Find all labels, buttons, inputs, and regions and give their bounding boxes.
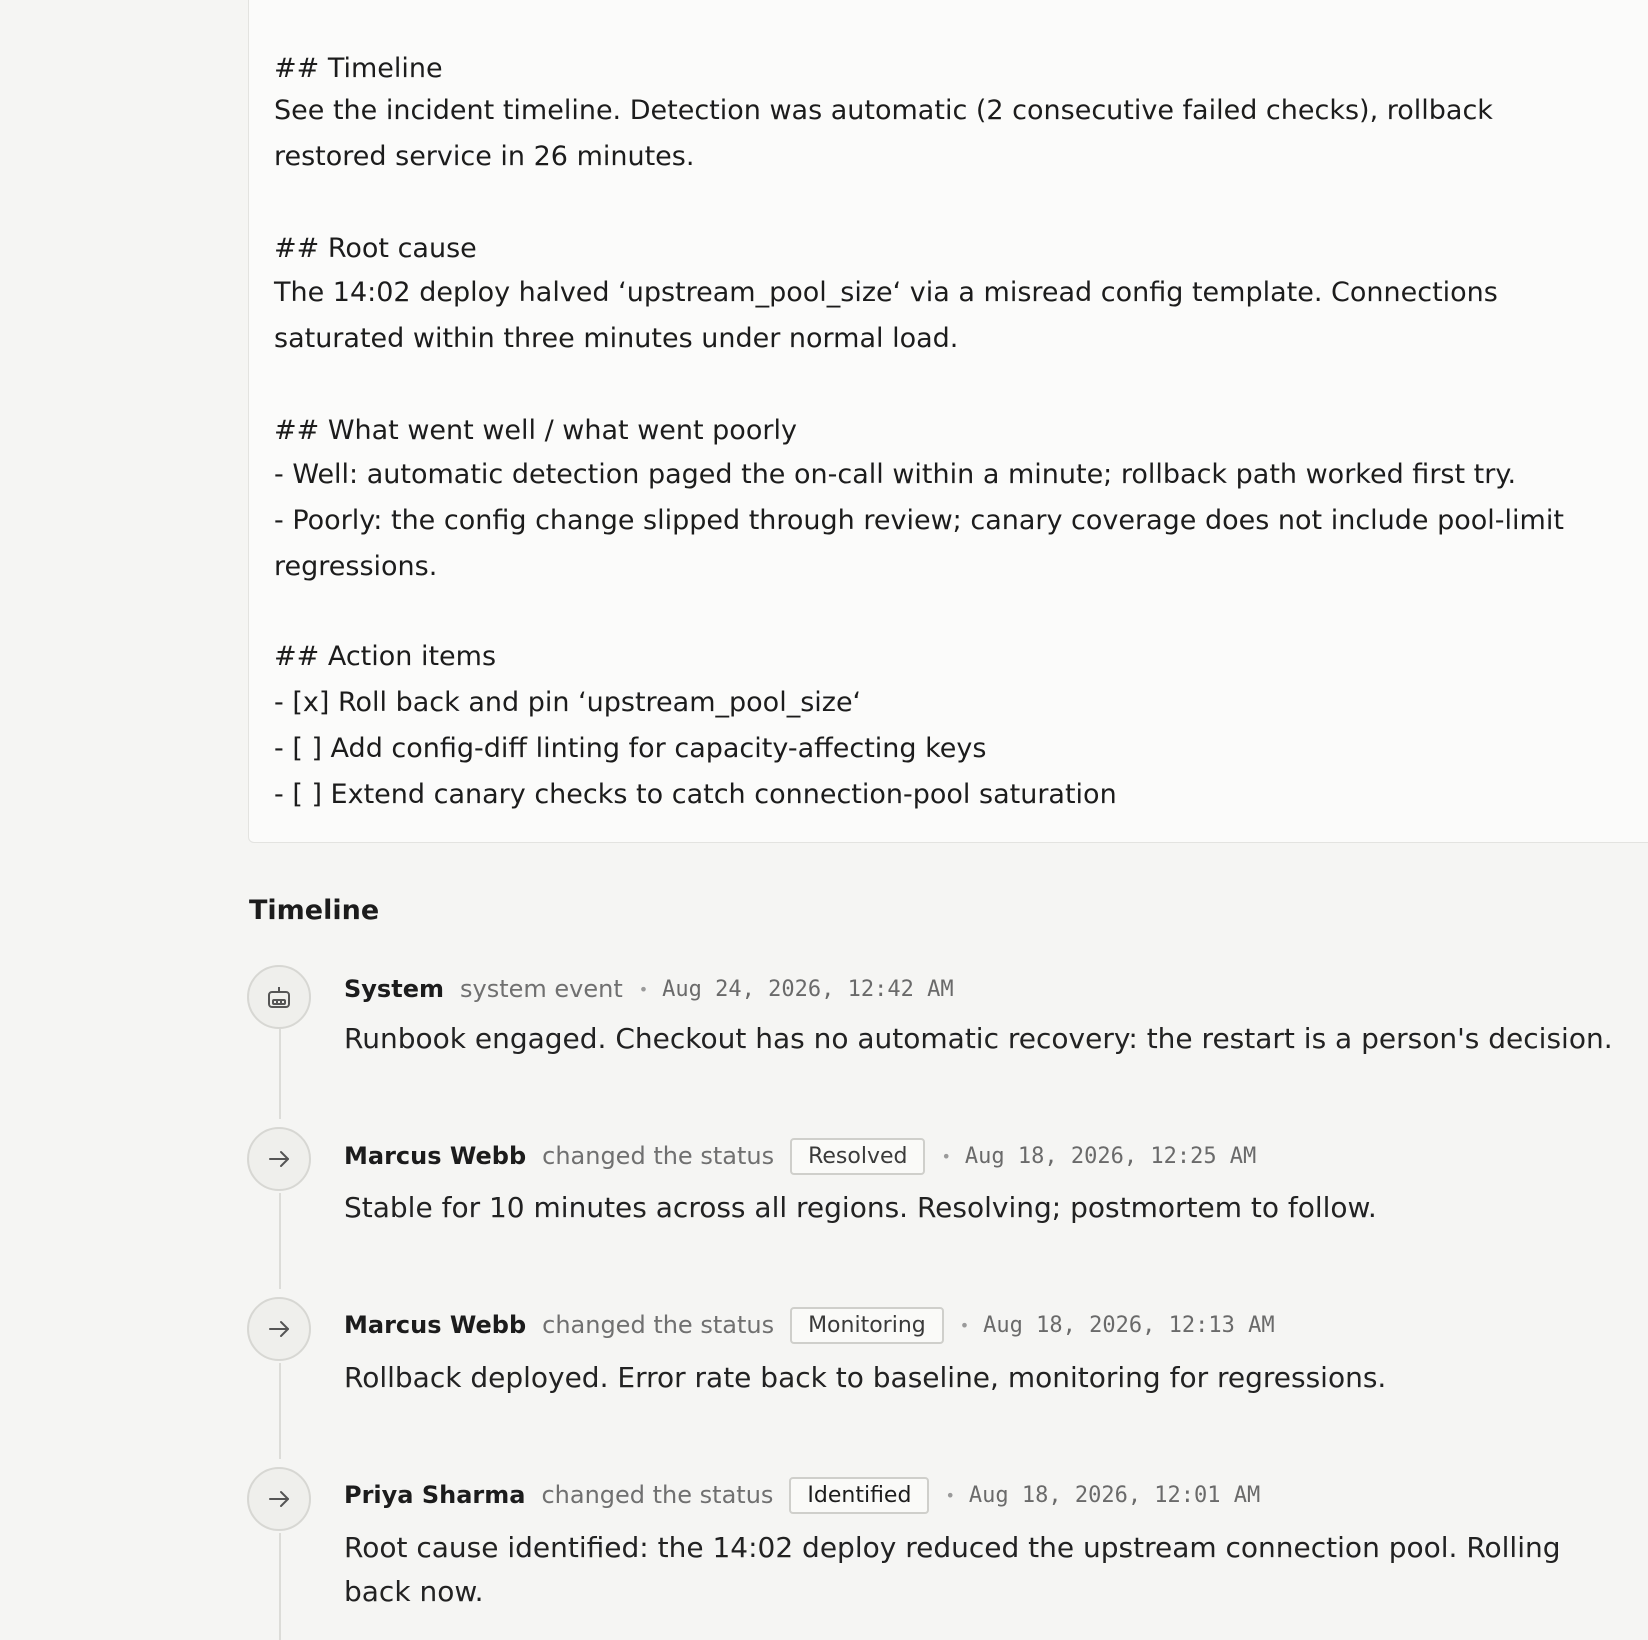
pm-line: - [ ] Add config-diff linting for capacity-affecting keys bbox=[274, 733, 987, 764]
timeline-connector bbox=[279, 1363, 281, 1459]
event-message: Rollback deployed. Error rate back to baseline, monitoring for regressions. bbox=[344, 1361, 1387, 1394]
pm-heading-root-cause: ## Root cause bbox=[274, 233, 477, 264]
separator-dot: • bbox=[638, 979, 649, 999]
event-verb: system event bbox=[459, 975, 623, 1003]
event-time: Aug 18, 2026, 12:13 AM bbox=[983, 1312, 1275, 1338]
robot-icon bbox=[247, 965, 311, 1029]
timeline-event-header bbox=[344, 1136, 1256, 1176]
pm-heading-action-items: ## Action items bbox=[274, 641, 497, 672]
timeline-connector bbox=[279, 1533, 281, 1640]
pm-line: - [ ] Extend canary checks to catch connection-pool saturation bbox=[274, 779, 1117, 810]
event-verb: changed the status bbox=[542, 1142, 775, 1170]
event-time: Aug 18, 2026, 12:25 AM bbox=[964, 1143, 1257, 1169]
pm-line: restored service in 26 minutes. bbox=[274, 141, 695, 172]
event-message: Runbook engaged. Checkout has no automatic recovery: the restart is a person's decision. bbox=[344, 1022, 1613, 1055]
event-message: Root cause identified: the 14:02 deploy reduced the upstream connection pool. Rolling back now. bbox=[344, 1531, 1561, 1608]
timeline-connector bbox=[279, 1029, 281, 1119]
pm-line: - [x] Roll back and pin ‘upstream_pool_size‘ bbox=[274, 687, 862, 718]
separator-dot: • bbox=[945, 1485, 955, 1505]
event-actor[interactable]: Marcus Webb bbox=[344, 1311, 527, 1339]
status-badge: Identified bbox=[789, 1477, 929, 1514]
pm-line: saturated within three minutes under normal load. bbox=[274, 323, 959, 354]
arrow-right-icon bbox=[247, 1297, 311, 1361]
arrow-right-icon bbox=[247, 1127, 311, 1191]
arrow-right-icon bbox=[247, 1467, 311, 1531]
event-time: Aug 24, 2026, 12:42 AM bbox=[662, 976, 954, 1002]
pm-heading-went-well: ## What went well / what went poorly bbox=[274, 415, 797, 446]
pm-line: - Well: automatic detection paged the on-call within a minute; rollback path worked first try. bbox=[274, 459, 1517, 490]
event-actor[interactable]: Priya Sharma bbox=[344, 1481, 526, 1509]
event-verb: changed the status bbox=[541, 1481, 774, 1509]
event-message: Stable for 10 minutes across all regions. Resolving; postmortem to follow. bbox=[344, 1191, 1377, 1224]
status-badge: Resolved bbox=[790, 1138, 925, 1175]
separator-dot: • bbox=[941, 1146, 951, 1166]
event-actor[interactable]: System bbox=[344, 975, 444, 1003]
timeline-event-header bbox=[344, 1475, 1260, 1515]
pm-line: See the incident timeline. Detection was automatic (2 consecutive failed checks), rollback bbox=[274, 95, 1493, 126]
pm-line: - Poorly: the config change slipped through review; canary coverage does not include pool-limit bbox=[274, 505, 1564, 536]
event-verb: changed the status bbox=[542, 1311, 775, 1339]
pm-heading-timeline: ## Timeline bbox=[274, 53, 443, 84]
timeline-event-header bbox=[344, 1305, 1275, 1345]
pm-line: regressions. bbox=[274, 551, 438, 582]
timeline-event-header bbox=[344, 969, 954, 1009]
event-time: Aug 18, 2026, 12:01 AM bbox=[968, 1482, 1261, 1508]
timeline-title: Timeline bbox=[249, 895, 380, 926]
timeline-connector bbox=[279, 1193, 281, 1289]
postmortem-card bbox=[248, 0, 1648, 843]
separator-dot: • bbox=[959, 1315, 970, 1335]
event-actor[interactable]: Marcus Webb bbox=[344, 1142, 527, 1170]
pm-line: The 14:02 deploy halved ‘upstream_pool_size‘ via a misread config template. Connections bbox=[274, 277, 1498, 308]
status-badge: Monitoring bbox=[790, 1307, 944, 1344]
